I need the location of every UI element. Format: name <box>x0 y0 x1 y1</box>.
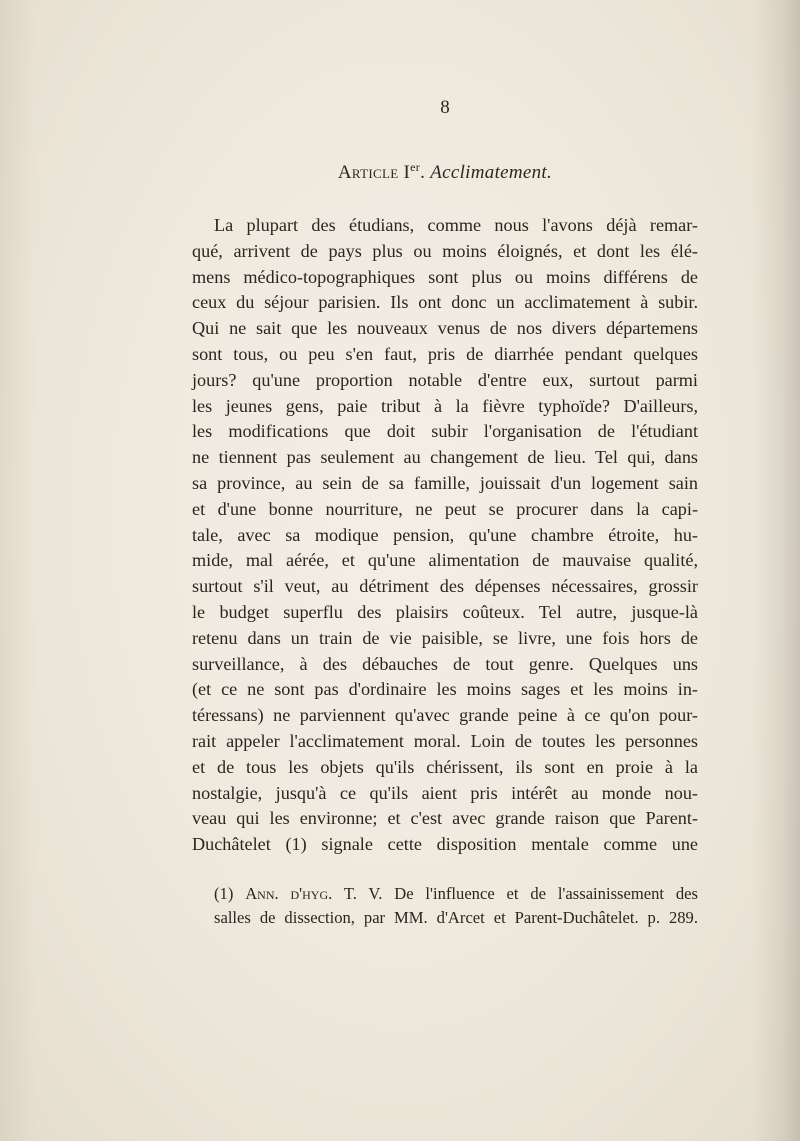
article-title: Acclimatement. <box>430 162 553 183</box>
footnote-text: T. V. De l'influence et de l'assainissement des <box>343 884 698 903</box>
text-line: surtout s'il veut, au détriment des dépenses nécessaires, grossir <box>192 576 698 597</box>
text-line: surveillance, à des débauches de tout genre. Quelques uns <box>192 653 698 674</box>
text-line: (et ce ne sont pas d'ordinaire les moins sages et les moins in- <box>192 679 698 700</box>
page-number: 8 <box>440 97 450 118</box>
article-numeral-superscript: er <box>410 160 421 174</box>
text-line: et de tous les objets qu'ils chérissent, ils sont en proie à la <box>192 756 698 777</box>
footnote-marker: (1) <box>214 884 234 903</box>
text-line: mens médico-topographiques sont plus ou moins différens de <box>192 266 698 287</box>
text-line: La plupart des étudians, comme nous l'avons déjà remar- <box>214 215 698 235</box>
text-line: Duchâtelet (1) signale cette disposition mentale comme une <box>192 834 698 855</box>
text-line: les jeunes gens, paie tribut à la fièvre typhoïde? D'ailleurs, <box>192 395 698 416</box>
footnote <box>214 882 698 930</box>
text-line: ceux du séjour parisien. Ils ont donc un acclimatement à subir. <box>192 292 698 313</box>
text-line: téressans) ne parviennent qu'avec grande peine à ce qu'on pour- <box>192 705 698 726</box>
article-prefix: Article <box>337 162 399 183</box>
text-line: veau qui les environne; et c'est avec grande raison que Parent- <box>192 808 698 829</box>
text-line: le budget superflu des plaisirs coûteux. Tel autre, jusque-là <box>192 601 698 622</box>
text-line: tale, avec sa modique pension, qu'une chambre étroite, hu- <box>192 524 698 545</box>
text-line: et d'une bonne nourriture, ne peut se procurer dans la capi- <box>192 498 698 519</box>
text-line: sont tous, ou peu s'en faut, pris de diarrhée pendant quelques <box>192 343 698 364</box>
article-separator: . <box>420 162 426 183</box>
text-line: sa province, au sein de sa famille, jouissait d'un logement sain <box>192 472 698 493</box>
footnote-line <box>214 882 698 906</box>
body-paragraph <box>192 213 698 858</box>
text-line: les modifications que doit subir l'organisation de l'étudiant <box>192 421 698 442</box>
article-heading <box>0 160 800 184</box>
text-line: jours? qu'une proportion notable d'entre eux, surtout parmi <box>192 369 698 390</box>
footnote-line: salles de dissection, par MM. d'Arcet et Parent-Duchâtelet. p. 289. <box>214 908 698 927</box>
text-line: qué, arrivent de pays plus ou moins éloignés, et dont les élé- <box>192 240 698 261</box>
text-line: ne tiennent pas seulement au changement de lieu. Tel qui, dans <box>192 447 698 468</box>
footnote-source-abbrev: Ann. d'hyg. <box>245 884 333 903</box>
text-line: mide, mal aérée, et qu'une alimentation de mauvaise qualité, <box>192 550 698 571</box>
text-line: rait appeler l'acclimatement moral. Loin de toutes les personnes <box>192 730 698 751</box>
text-line: retenu dans un train de vie paisible, se livre, une fois hors de <box>192 627 698 648</box>
article-numeral: I <box>403 162 411 183</box>
text-line: Qui ne sait que les nouveaux venus de nos divers départemens <box>192 318 698 339</box>
text-line: nostalgie, jusqu'à ce qu'ils aient pris intérêt au monde nou- <box>192 782 698 803</box>
